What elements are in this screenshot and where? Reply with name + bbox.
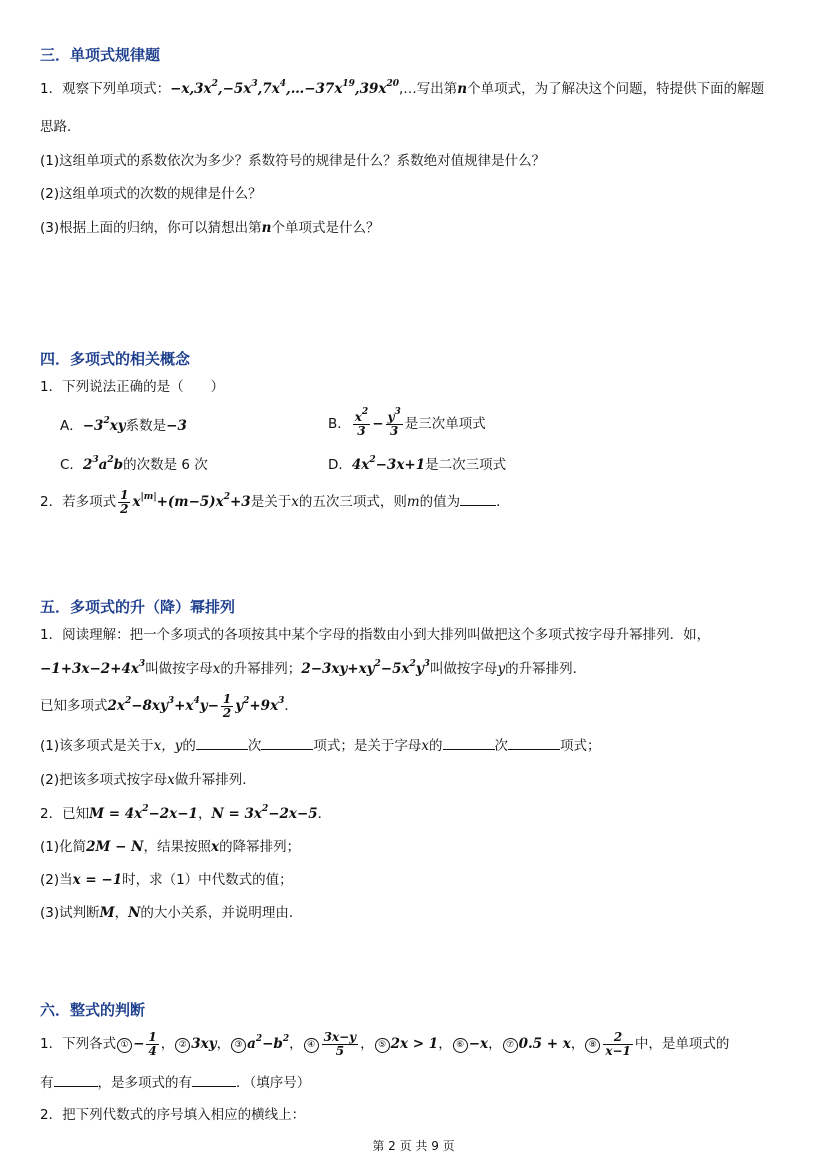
s5-q2-part-3: (3)试判断M，N的大小关系，并说明理由．: [40, 905, 303, 921]
s5-q2-part-1: (1)化简2M − N，结果按照x的降幂排列；: [40, 839, 301, 855]
s5-given-polynomial: 已知多项式$2x^2-8xy^3+x^4y-$ $\frac{1}{2}$ $y^2+9x^3$．: [40, 691, 298, 720]
answer-blank[interactable]: [443, 749, 495, 750]
s4-option-d: D．$4x^2-3x+1$是二次三项式: [328, 455, 507, 473]
s5-part-2: (2)把该多项式按字母x做升幂排列．: [40, 772, 256, 788]
answer-blank[interactable]: [460, 505, 496, 506]
answer-blank[interactable]: [196, 749, 248, 750]
section-3-title: 三．单项式规律题: [40, 46, 161, 64]
section-5-title: 五．多项式的升（降）幂排列: [40, 598, 236, 616]
s5-question-1: 1．阅读理解：把一个多项式的各项按其中某个字母的指数由小到大排列叫做把这个多项式按字母升幂排列．如，: [40, 627, 711, 643]
s5-question-2: 2．已知$M = 4x^2-2x-1$，$N = 3x^2-2x-5$．: [40, 804, 332, 822]
s6-question-2: 2．把下列代数式的序号填入相应的横线上：: [40, 1107, 306, 1123]
s4-question-2: 2．若多项式 $\frac{1}{2}$ $x^{|m|}+(m-5)x^2+3$是关于x的五次三项式，则m的值为 ．: [40, 487, 510, 516]
s3-question-1-line2: 思路．: [40, 119, 81, 135]
s6-question-1: 1．下列各式 ① − $\frac{1}{4}$ ， ② 3xy， ③ $a^2-b^2$， ④ $\frac{3x-y}{5}$ ， ⑤ 2x > 1， ⑥ −x， ⑦ 0.5 + x， ⑧ $\frac{2}{x-1}$ 中，是单项式的: [40, 1029, 730, 1058]
s4-option-c: C．$2^3a^2b$的次数是 6 次: [60, 455, 208, 473]
answer-blank[interactable]: [508, 749, 560, 750]
s5-q2-part-2: (2)当x = −1时，求（1）中代数式的值；: [40, 872, 293, 888]
s6-question-1-line2: 有 ，是多项式的有 ．（填序号）: [40, 1075, 311, 1091]
answer-blank[interactable]: [261, 749, 313, 750]
page-footer: 第 2 页 共 9 页: [372, 1139, 455, 1153]
s4-question-1: 1．下列说法正确的是（ ）: [40, 379, 225, 395]
s3-part-2: (2)这组单项式的次数的规律是什么？: [40, 186, 262, 202]
s4-option-a: A．$-3^2xy$系数是−3: [60, 416, 187, 434]
s4-option-b: B． $\frac{x^2}{3}$ − $\frac{y^3}{3}$ 是三次单项式: [328, 406, 486, 438]
answer-blank[interactable]: [54, 1086, 98, 1087]
s5-question-1-line2: $-1+3x-2+4x^3$叫做按字母x的升幂排列；$2-3xy+xy^2-5x^2y^3$叫做按字母y的升幂排列．: [40, 659, 587, 677]
s3-question-1: 1．观察下列单项式：$-x,3x^2,-5x^3,7x^4,\dots-37x^{19},39x^{20},\dots$写出第n个单项式，为了解决这个问题，特提供下面的解题: [40, 79, 765, 97]
s3-part-3: (3)根据上面的归纳，你可以猜想出第n个单项式是什么？: [40, 220, 380, 236]
s3-part-1: (1)这组单项式的系数依次为多少？系数符号的规律是什么？系数绝对值规律是什么？: [40, 153, 546, 169]
section-6-title: 六．整式的判断: [40, 1001, 146, 1019]
section-4-title: 四．多项式的相关概念: [40, 350, 191, 368]
s5-part-1: (1)该多项式是关于x，y的 次 项式；是关于字母x的 次 项式；: [40, 738, 601, 754]
answer-blank[interactable]: [192, 1086, 236, 1087]
